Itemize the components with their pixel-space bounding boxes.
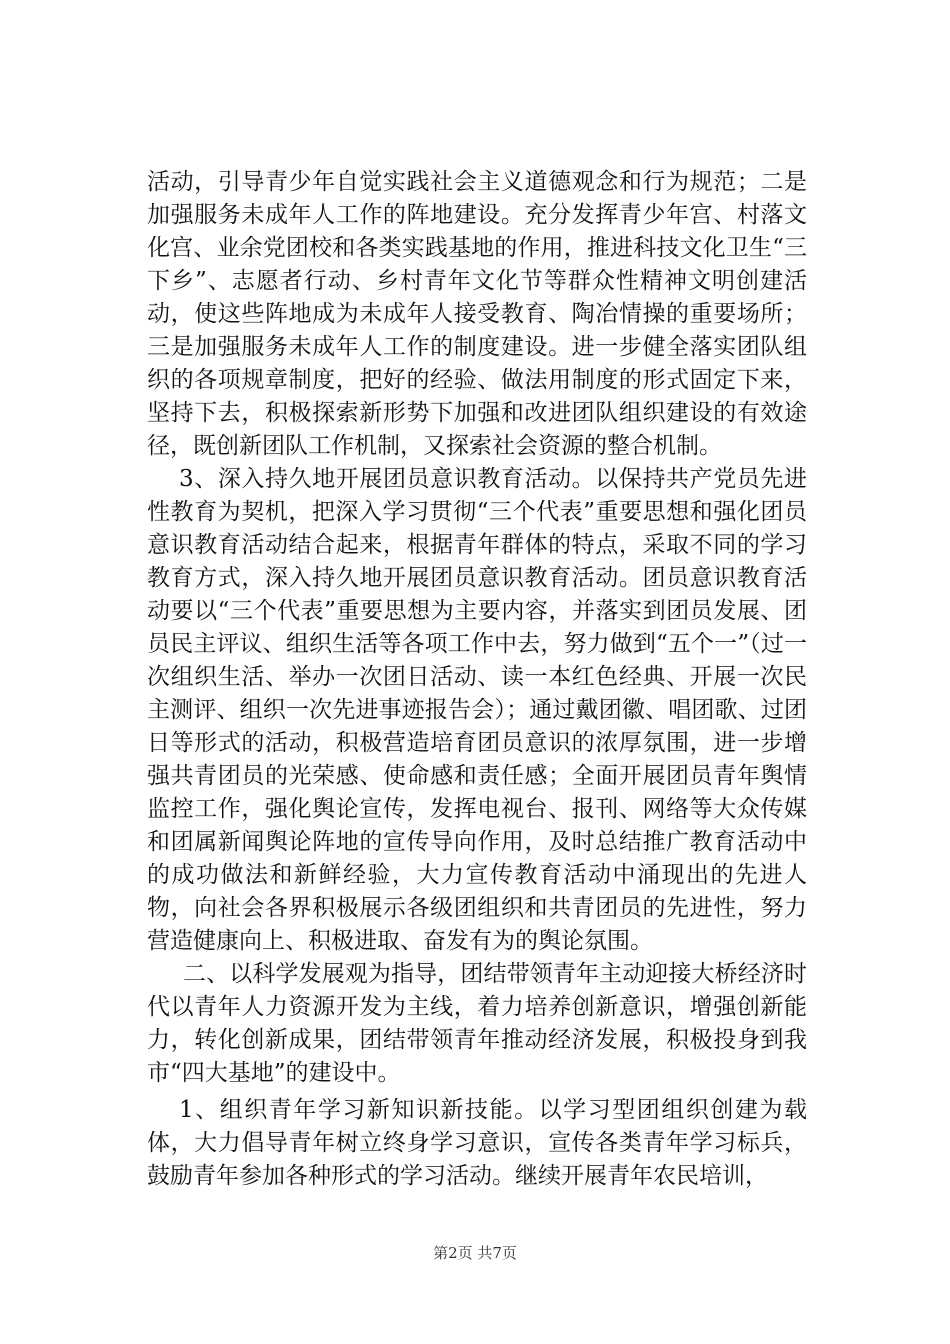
document-body [147, 166, 807, 1193]
page-footer [0, 1242, 950, 1263]
paragraph-item-3: 3、深入持久地开展团员意识教育活动。以保持共产党员先进性教育为契机，把深入学习贯彻“三个代表”重要思想和强化团员意识教育活动结合起来，根据青年群体的特点，采取不同的学习教育方式，深入持久地开展团员意识教育活动。团员意识教育活动要以“三个代表”重要思想为主要内容，并落实到团员发展、团员民主评议、组织生活等各项工作中去，努力做到“五个一”（过一次组织生活、举办一次团日活动、读一本红色经典、开展一次民主测评、组织一次先进事迹报告会）；通过戴团徽、唱团歌、过团日等形式的活动，积极营造培育团员意识的浓厚氛围，进一步增强共青团员的光荣感、使命感和责任感；全面开展团员青年舆情监控工作，强化舆论宣传，发挥电视台、报刊、网络等大众传媒和团属新闻舆论阵地的宣传导向作用，及时总结推广教育活动中的成功做法和新鲜经验，大力宣传教育活动中涌现出的先进人物，向社会各界积极展示各级团组织和共青团员的先进性，努力营造健康向上、积极进取、奋发有为的舆论氛围。 [147, 466, 807, 954]
paragraph-continuation: 活动，引导青少年自觉实践社会主义道德观念和行为规范；二是加强服务未成年人工作的阵地建设。充分发挥青少年宫、村落文化宫、业余党团校和各类实践基地的作用，推进科技文化卫生“三下乡”、志愿者行动、乡村青年文化节等群众性精神文明创建活动，使这些阵地成为未成年人接受教育、陶冶情操的重要场所；三是加强服务未成年人工作的制度建设。进一步健全落实团队组织的各项规章制度，把好的经验、做法用制度的形式固定下来，坚持下去，积极探索新形势下加强和改进团队组织建设的有效途径，既创新团队工作机制，又探索社会资源的整合机制。 [147, 169, 807, 459]
paragraph-item-1: 1、组织青年学习新知识新技能。以学习型团组织创建为载体，大力倡导青年树立终身学习意识，宣传各类青年学习标兵，鼓励青年参加各种形式的学习活动。继续开展青年农民培训， [147, 1097, 807, 1189]
section-heading-2: 二、以科学发展观为指导，团结带领青年主动迎接大桥经济时代以青年人力资源开发为主线，着力培养创新意识，增强创新能力，转化创新成果，团结带领青年推动经济发展，积极投身到我市“四大基地”的建设中。 [147, 961, 807, 1086]
page-number-label: 第2页 共7页 [433, 1244, 517, 1262]
